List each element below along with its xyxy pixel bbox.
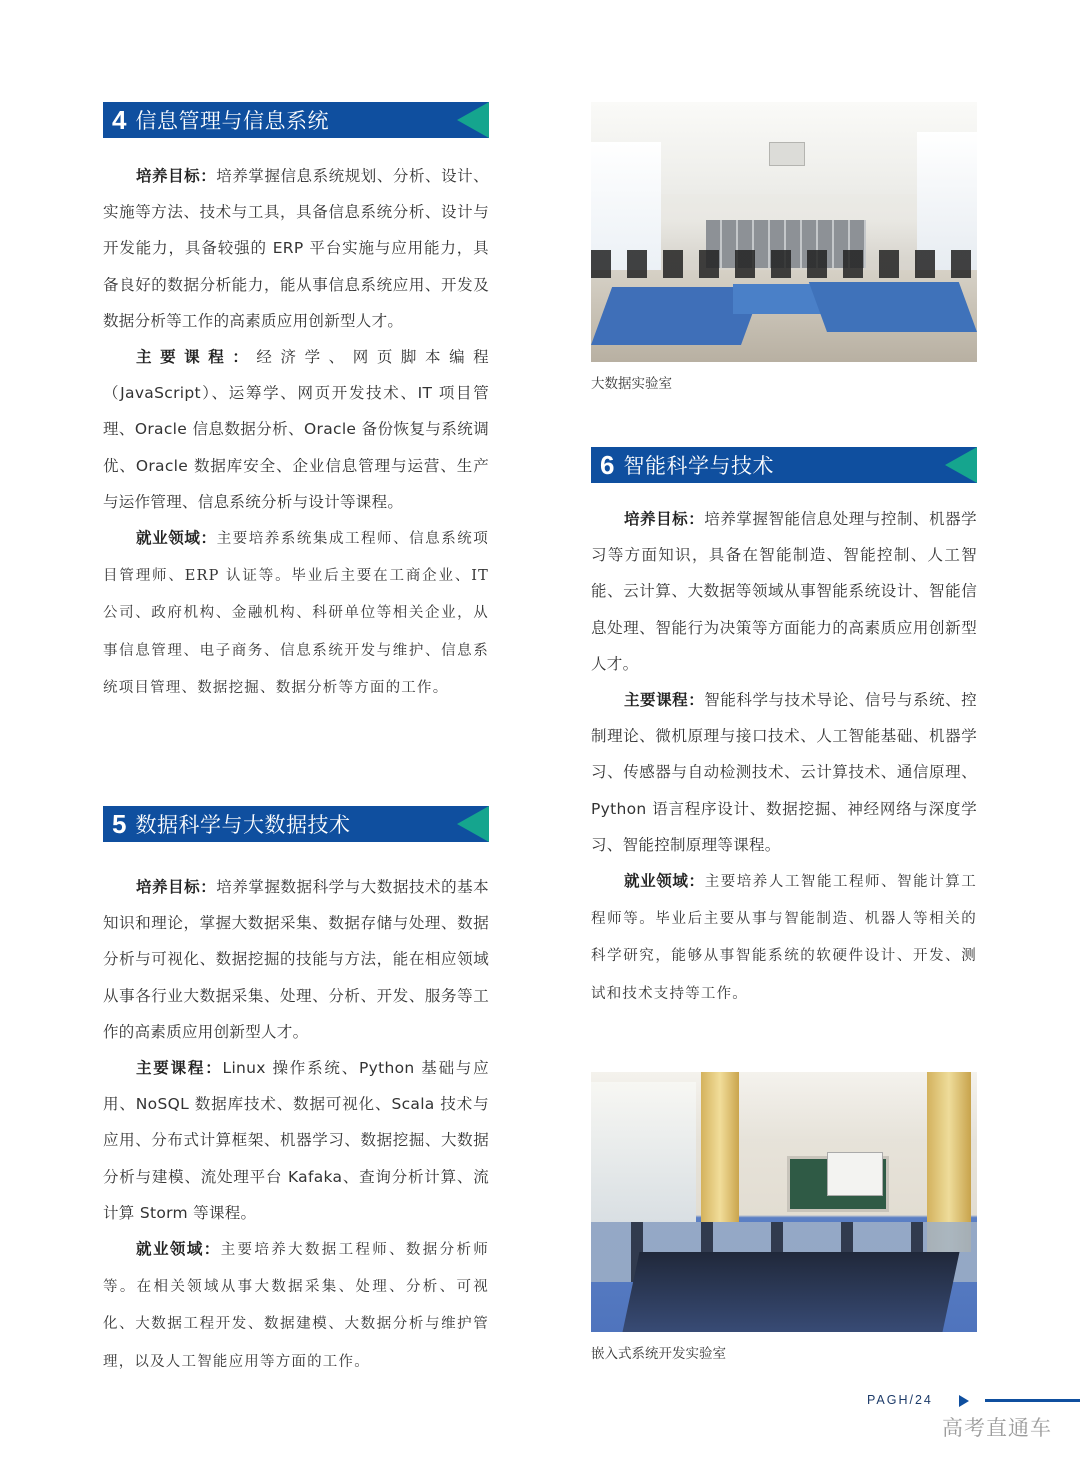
section-6-career xyxy=(591,863,977,1012)
section-5-title: 数据科学与大数据技术 xyxy=(135,813,351,838)
section-4-goal xyxy=(103,158,489,339)
projection-screen xyxy=(827,1152,883,1196)
section-4-title: 信息管理与信息系统 xyxy=(135,109,329,133)
triangle-accent-icon xyxy=(457,102,489,138)
play-arrow-icon xyxy=(959,1395,969,1407)
section-4-career xyxy=(103,520,489,706)
projector-icon xyxy=(769,142,805,166)
triangle-accent-icon xyxy=(945,447,977,483)
courses-label: 主要课程： xyxy=(136,1059,223,1078)
goal-text: 培养掌握智能信息处理与控制、机器学习等方面知识，具备在智能制造、智能控制、人工智能、云计算、大数据等领域从事智能系统设计、智能信息处理、智能行为决策等方面能力的高素质应用创新型人才。 xyxy=(591,510,977,673)
goal-text: 培养掌握数据科学与大数据技术的基本知识和理论，掌握大数据采集、数据存储与处理、数据分析与可视化、数据挖掘的技能与方法，能在相应领域从事各行业大数据采集、处理、分析、开发、服务等工作的高素质应用创新型人才。 xyxy=(103,878,489,1041)
watermark: 高考直通车 xyxy=(942,1416,1052,1440)
window xyxy=(591,1082,696,1222)
monitors-row xyxy=(591,250,977,278)
bigdata-lab-caption: 大数据实验室 xyxy=(591,376,672,392)
section-4-courses xyxy=(103,339,489,520)
goal-label: 培养目标： xyxy=(136,878,217,897)
career-label: 就业领域： xyxy=(136,529,217,548)
foreground-equipment xyxy=(622,1252,959,1332)
career-label: 就业领域： xyxy=(136,1240,221,1259)
courses-text: Linux 操作系统、Python 基础与应用、NoSQL 数据库技术、数据可视化、Scala 技术与应用、分布式计算框架、机器学习、数据挖掘、大数据分析与建模、流处理平台 Kafaka、查询分析计算、流计算 Storm 等课程。 xyxy=(103,1059,489,1222)
lab-table-middle xyxy=(733,284,823,314)
section-4-number: 4 xyxy=(112,104,127,135)
section-5-number: 5 xyxy=(112,808,127,839)
career-text: 主要培养人工智能工程师、智能计算工程师等。毕业后主要从事与智能制造、机器人等相关的科学研究，能够从事智能系统的软硬件设计、开发、测试和技术支持等工作。 xyxy=(591,874,977,1002)
section-5-courses xyxy=(103,1050,489,1231)
career-text: 主要培养大数据工程师、数据分析师等。在相关领域从事大数据采集、处理、分析、可视化、大数据工程开发、数据建模、大数据分析与维护管理，以及人工智能应用等方面的工作。 xyxy=(103,1242,489,1370)
courses-label: 主要课程： xyxy=(624,691,705,710)
career-label: 就业领域： xyxy=(624,872,705,891)
embedded-lab-caption: 嵌入式系统开发实验室 xyxy=(591,1345,726,1362)
section-6-goal xyxy=(591,501,977,682)
courses-text: 经济学、网页脚本编程（JavaScript）、运筹学、网页开发技术、IT 项目管理、Oracle 信息数据分析、Oracle 备份恢复与系统调优、Oracle 数据库安全、企业信息管理与运营、生产与运作管理、信息系统分析与设计等课程。 xyxy=(103,348,489,511)
footer-rule xyxy=(985,1399,1080,1402)
goal-text: 培养掌握信息系统规划、分析、设计、实施等方法、技术与工具，具备信息系统分析、设计与开发能力，具备较强的 ERP 平台实施与应用能力，具备良好的数据分析能力，能从事信息系统应用、开发及数据分析等工作的高素质应用创新型人才。 xyxy=(103,167,489,330)
section-6-header xyxy=(591,447,977,483)
section-5-header xyxy=(103,806,489,842)
section-6-courses xyxy=(591,682,977,863)
right-column xyxy=(591,102,977,1362)
lab-table-right xyxy=(809,282,977,332)
courses-text: 智能科学与技术导论、信号与系统、控制理论、微机原理与接口技术、人工智能基础、机器学习、传感器与自动检测技术、云计算技术、通信原理、Python 语言程序设计、数据挖掘、神经网络与深度学习、智能控制原理等课程。 xyxy=(591,691,977,854)
goal-label: 培养目标： xyxy=(136,167,217,185)
triangle-accent-icon xyxy=(457,806,489,842)
embedded-lab-photo xyxy=(591,1072,977,1332)
section-6-number: 6 xyxy=(600,449,615,480)
bigdata-lab-photo xyxy=(591,102,977,362)
left-column xyxy=(103,102,489,1380)
section-6-title: 智能科学与技术 xyxy=(623,454,774,478)
section-5-goal xyxy=(103,869,489,1050)
page-number: PAGH/24 xyxy=(867,1393,933,1407)
curtain-left xyxy=(701,1072,739,1222)
goal-label: 培养目标： xyxy=(624,510,705,528)
career-text: 主要培养系统集成工程师、信息系统项目管理师、ERP 认证等。毕业后主要在工商企业、IT 公司、政府机构、金融机构、科研单位等相关企业，从事信息管理、电子商务、信息系统开发与维护、信息系统项目管理、数据挖掘、数据分析等方面的工作。 xyxy=(103,531,489,696)
courses-label: 主要课程： xyxy=(136,348,257,367)
section-4-header xyxy=(103,102,489,138)
section-5-career xyxy=(103,1231,489,1380)
